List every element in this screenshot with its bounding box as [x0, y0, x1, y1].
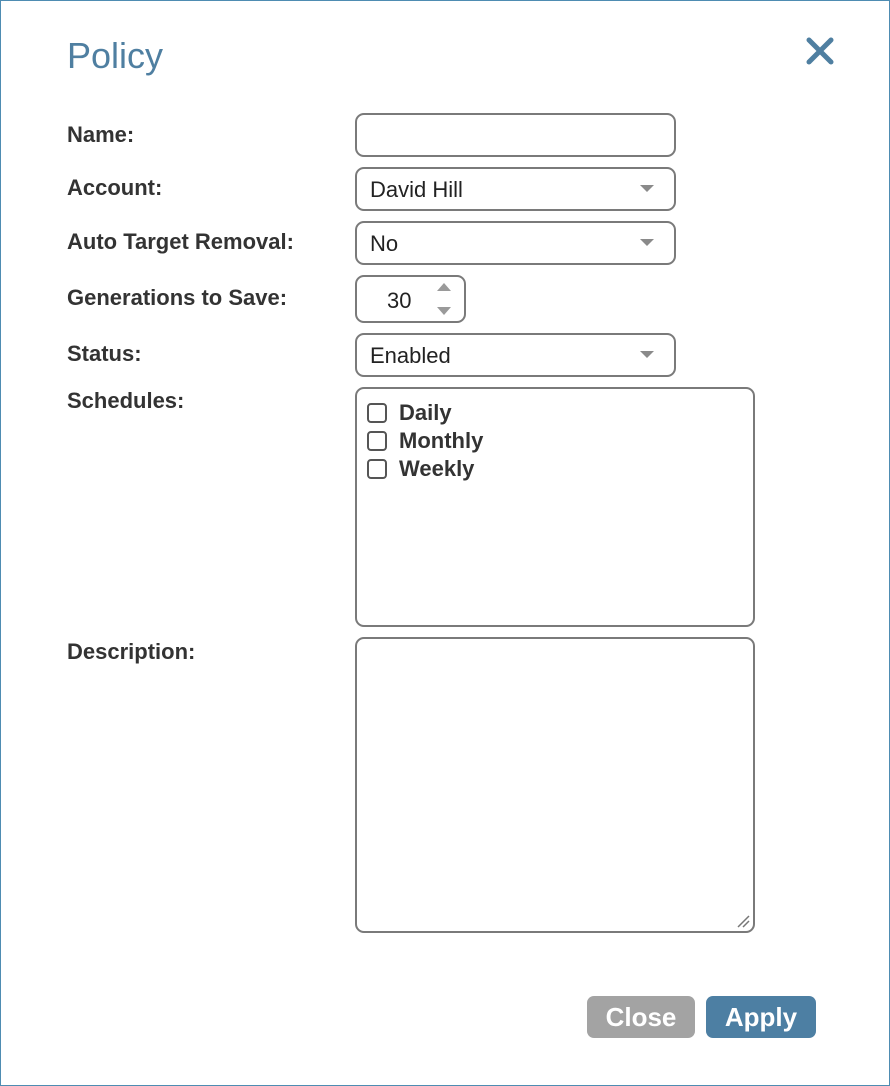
checkbox[interactable] [367, 431, 387, 451]
close-icon-glyph [804, 35, 836, 67]
account-value: David Hill [370, 177, 463, 202]
schedule-label: Monthly [399, 428, 484, 453]
checkbox[interactable] [367, 459, 387, 479]
schedules-label: Schedules: [67, 388, 185, 413]
description-label: Description: [67, 639, 196, 664]
decrement-arrow-icon[interactable] [437, 307, 451, 315]
status-select[interactable] [355, 333, 676, 377]
chevron-down-icon [640, 351, 654, 358]
status-value: Enabled [370, 343, 451, 368]
generations-to-save-label: Generations to Save: [67, 285, 288, 310]
schedule-label: Daily [399, 400, 452, 425]
name-input[interactable] [355, 113, 676, 157]
generations-stepper[interactable] [355, 275, 466, 323]
generations-value: 30 [387, 288, 412, 313]
auto-target-removal-label: Auto Target Removal: [67, 229, 294, 254]
apply-button[interactable]: Apply [706, 996, 816, 1038]
increment-arrow-icon[interactable] [437, 283, 451, 291]
name-label: Name: [67, 122, 135, 147]
chevron-down-icon [640, 185, 654, 192]
schedule-label: Weekly [399, 456, 475, 481]
resize-grip-icon[interactable] [736, 914, 750, 928]
chevron-down-icon [640, 239, 654, 246]
dialog-title: Policy [67, 35, 164, 76]
auto-target-removal-select[interactable] [355, 221, 676, 265]
schedules-list [355, 387, 755, 627]
account-label: Account: [67, 175, 163, 200]
schedule-daily[interactable] [367, 399, 452, 427]
close-icon[interactable] [804, 35, 836, 67]
auto-target-removal-value: No [370, 231, 399, 256]
account-select[interactable] [355, 167, 676, 211]
close-button[interactable]: Close [587, 996, 695, 1038]
schedule-weekly[interactable] [367, 455, 474, 483]
checkbox[interactable] [367, 403, 387, 423]
status-label: Status: [67, 341, 142, 366]
description-textarea[interactable] [355, 637, 755, 933]
schedule-monthly[interactable] [367, 427, 483, 455]
